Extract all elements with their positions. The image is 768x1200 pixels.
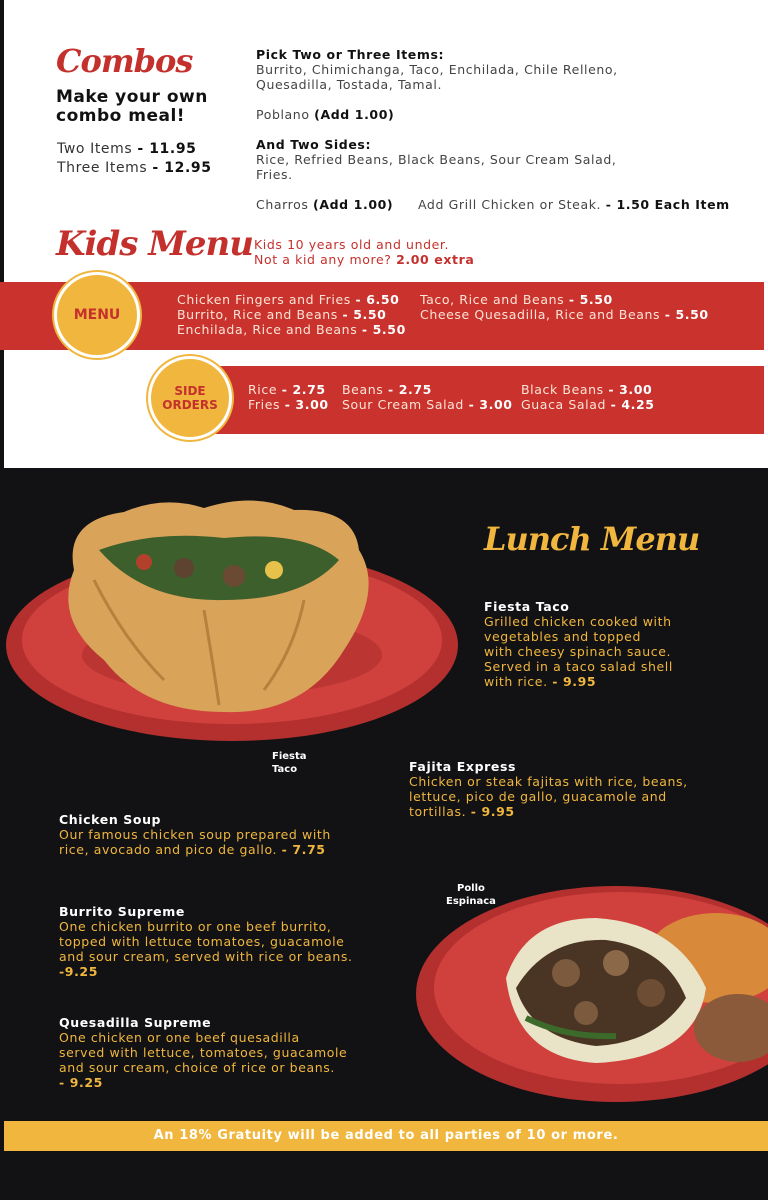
combos-title: Combos bbox=[56, 42, 193, 80]
list-item: Taco, Rice and Beans - 5.50 bbox=[420, 292, 613, 307]
list-item: Rice - 2.75 bbox=[248, 382, 326, 397]
grill-line: Add Grill Chicken or Steak. - 1.50 Each Item bbox=[418, 197, 730, 212]
poblano-line: Poblano (Add 1.00) bbox=[256, 107, 395, 122]
pick-items-block: Pick Two or Three Items: Burrito, Chimichanga, Taco, Enchilada, Chile Relleno, Quesadilla, Tostada, Tamal. bbox=[256, 47, 618, 92]
list-item: Beans - 2.75 bbox=[342, 382, 432, 397]
list-item: Guaca Salad - 4.25 bbox=[521, 397, 655, 412]
sides-block: And Two Sides: Rice, Refried Beans, Black Beans, Sour Cream Salad, Fries. bbox=[256, 137, 617, 182]
sides-col-3 bbox=[521, 382, 655, 412]
kids-menu-title: Kids Menu bbox=[56, 224, 253, 264]
kids-items-right bbox=[420, 292, 709, 322]
sides-col-1 bbox=[248, 382, 329, 412]
fiesta-taco-item: Fiesta Taco Grilled chicken cooked with vegetables and topped with cheesy spinach sauce. Served in a taco salad shell with rice. - 9.95 bbox=[484, 599, 673, 689]
chicken-soup-item: Chicken Soup Our famous chicken soup prepared with rice, avocado and pico de gallo. - 7.75 bbox=[59, 812, 331, 857]
charros-line: Charros (Add 1.00) bbox=[256, 197, 394, 212]
list-item: Sour Cream Salad - 3.00 bbox=[342, 397, 513, 412]
three-items-price: Three Items - 12.95 bbox=[57, 160, 212, 176]
caption-fiesta-taco: Fiesta Taco bbox=[272, 751, 307, 775]
kids-note: Kids 10 years old and under. Not a kid any more? 2.00 extra bbox=[254, 237, 475, 267]
list-item: Burrito, Rice and Beans - 5.50 bbox=[177, 307, 387, 322]
quesadilla-supreme-item: Quesadilla Supreme One chicken or one beef quesadilla served with lettuce, tomatoes, guacamole and sour cream, choice of rice or beans. - 9.25 bbox=[59, 1015, 348, 1090]
list-item: Fries - 3.00 bbox=[248, 397, 329, 412]
kids-items-left bbox=[177, 292, 406, 337]
fiesta-taco-photo bbox=[4, 490, 464, 750]
caption-pollo-espinaca: Pollo Espinaca bbox=[446, 883, 496, 907]
side-orders-badge: SIDE ORDERS bbox=[148, 356, 232, 440]
two-items-price: Two Items - 11.95 bbox=[57, 141, 197, 157]
lunch-menu-title: Lunch Menu bbox=[484, 520, 700, 558]
combos-subtitle: Make your own combo meal! bbox=[56, 87, 208, 126]
sides-col-2 bbox=[342, 382, 513, 412]
burrito-supreme-item: Burrito Supreme One chicken burrito or one beef burrito, topped with lettuce tomatoes, guacamole and sour cream, served with rice or beans. -9.25 bbox=[59, 904, 353, 979]
menu-badge: MENU bbox=[54, 272, 140, 358]
list-item: Chicken Fingers and Fries - 6.50 bbox=[177, 292, 400, 307]
list-item: Cheese Quesadilla, Rice and Beans - 5.50 bbox=[420, 307, 709, 322]
list-item: Black Beans - 3.00 bbox=[521, 382, 653, 397]
pollo-espinaca-photo bbox=[416, 868, 768, 1112]
list-item: Enchilada, Rice and Beans - 5.50 bbox=[177, 322, 406, 337]
gratuity-footer: An 18% Gratuity will be added to all parties of 10 or more. bbox=[4, 1121, 768, 1151]
fajita-express-item: Fajita Express Chicken or steak fajitas with rice, beans, lettuce, pico de gallo, guacamole and tortillas. - 9.95 bbox=[409, 759, 688, 819]
